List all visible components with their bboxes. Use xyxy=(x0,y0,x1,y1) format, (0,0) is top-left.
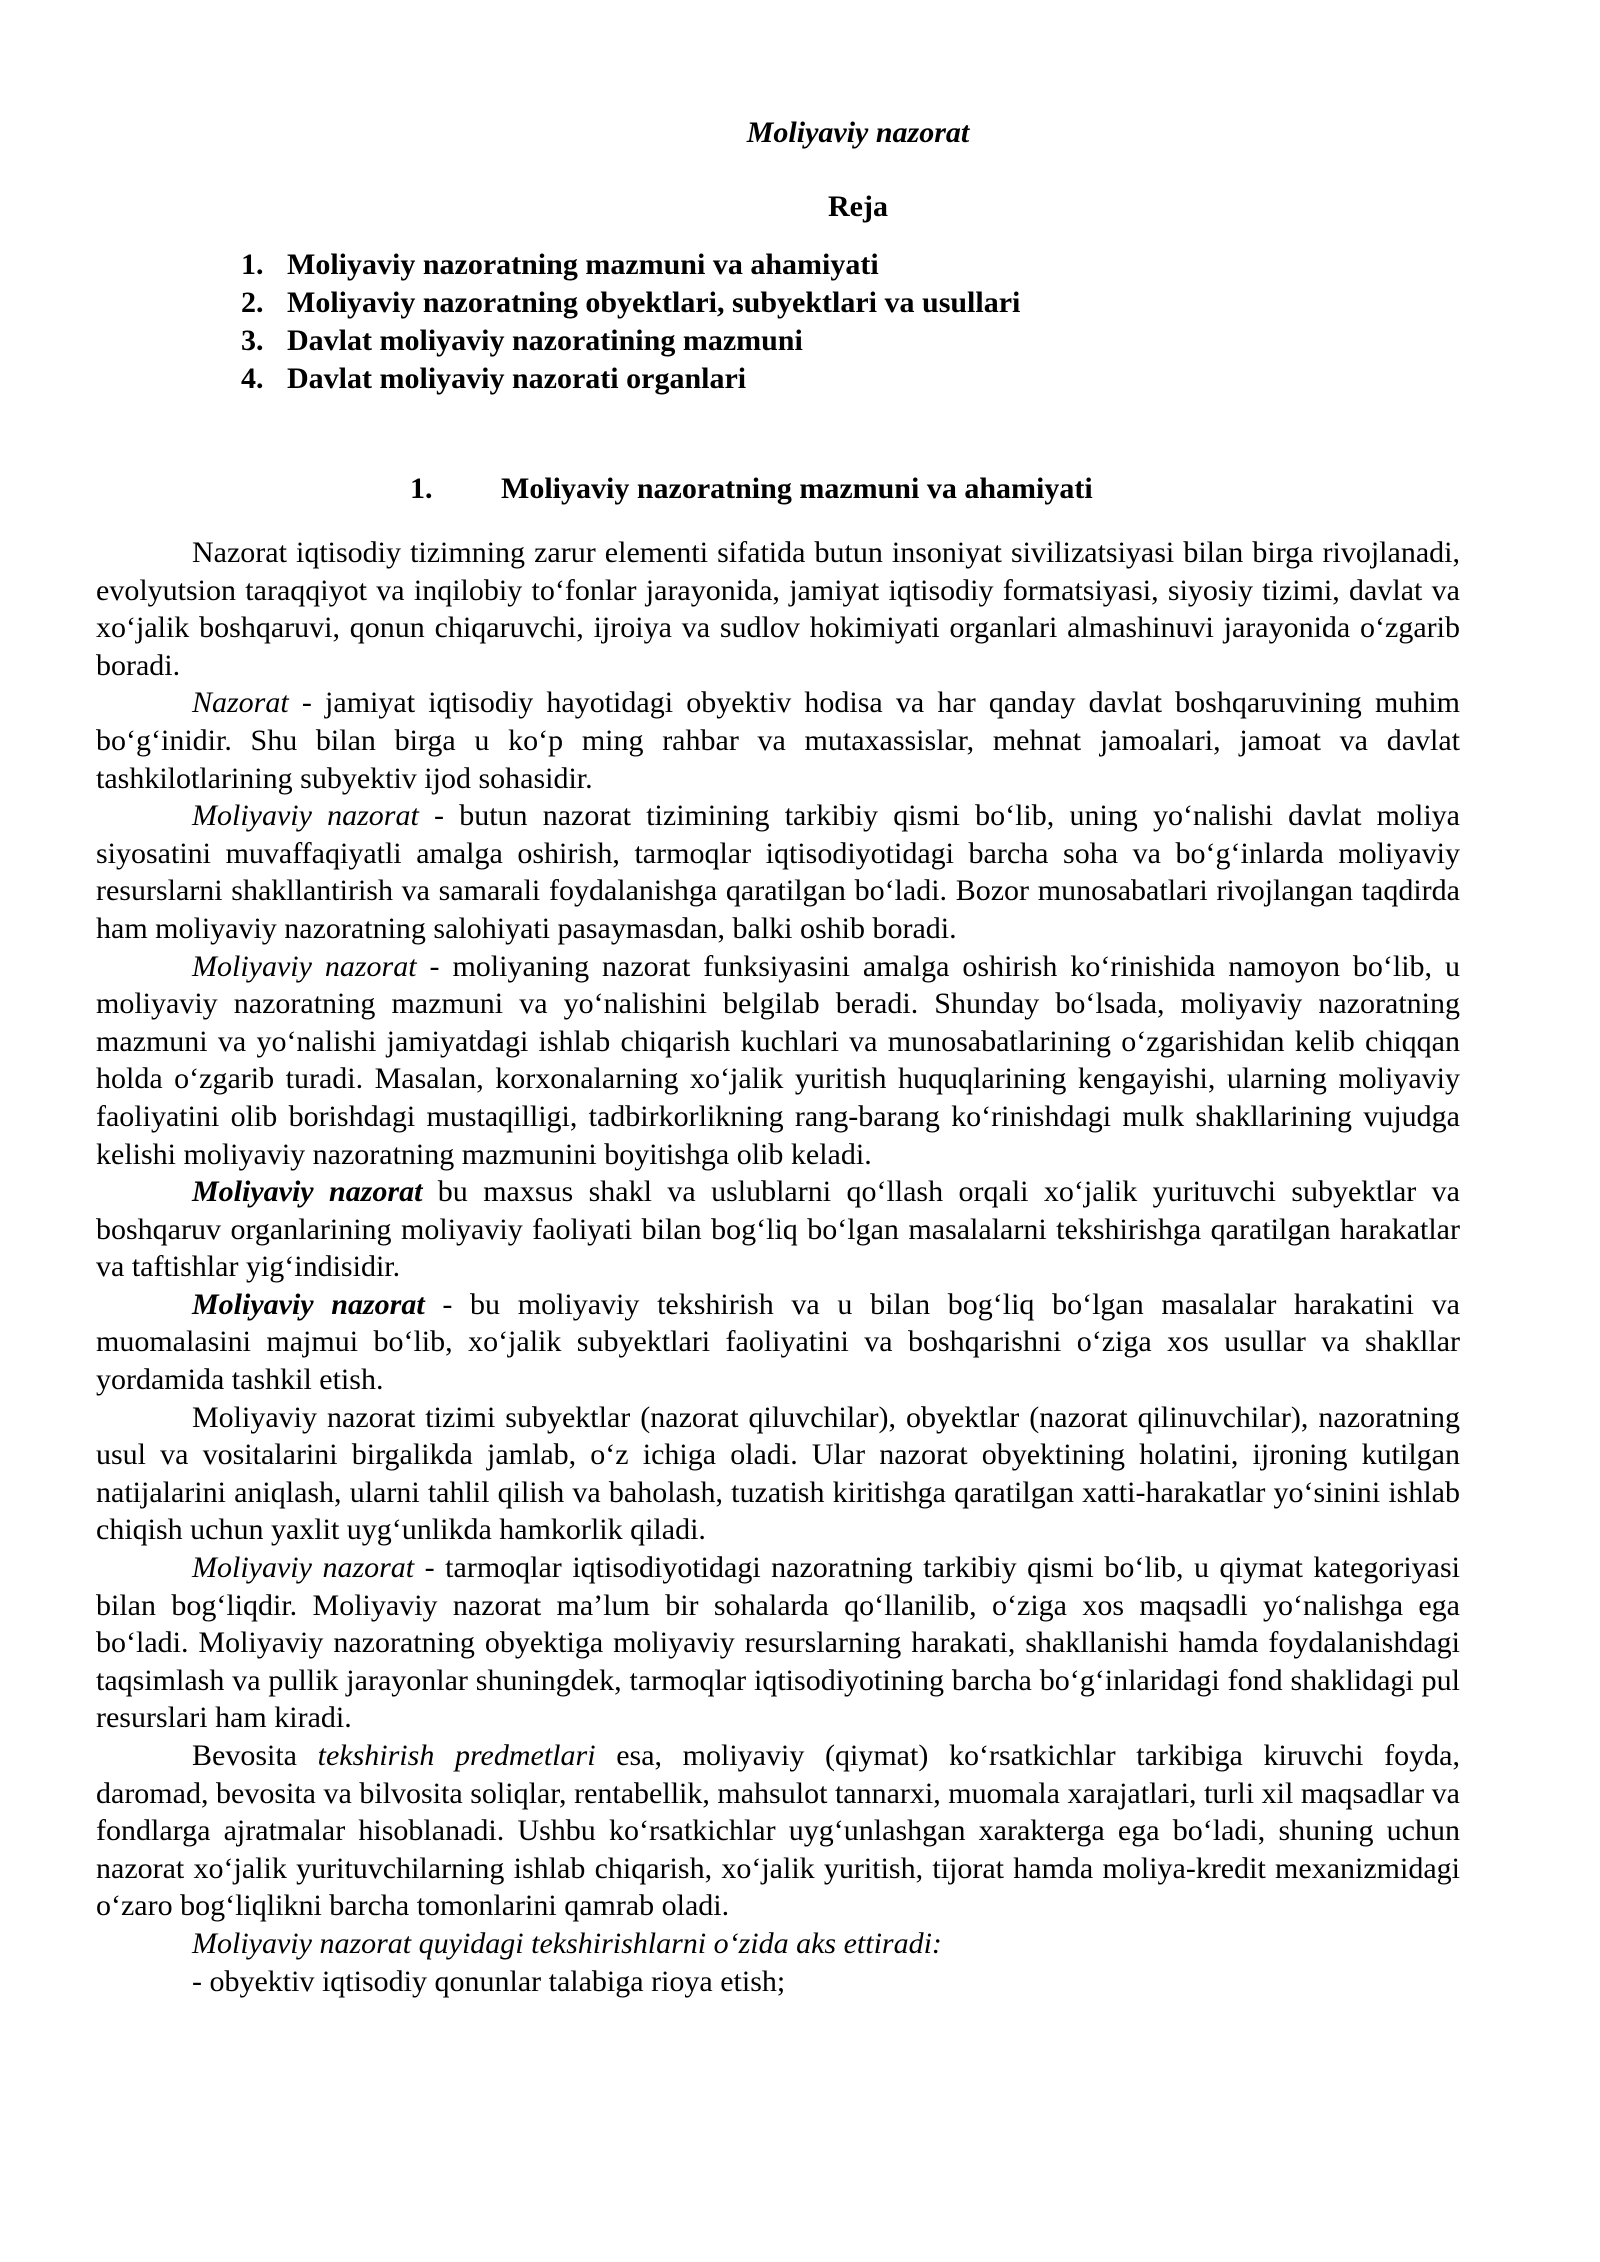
paragraph-text: - tarmoqlar iqtisodiyotidagi nazoratning tarkibiy qismi bo‘lib, u qiymat kategoriyasi bilan bog‘liqdir. Moliyaviy nazorat ma’lum bir sohalarda qo‘llanilib, o‘ziga xos maqsadli yo‘nalishga ega bo‘ladi. Moliyaviy nazoratning obyektiga moliyaviy resurslarning harakati, shakllanishi hamda foydalanishdagi taqsimlash va pullik jarayonlar shuningdek, tarmoqlar iqtisodiyotining barcha bo‘g‘inlaridagi fond shaklidagi pul resurslari ham kiradi. xyxy=(96,1551,1460,1735)
plan-item-text: Moliyaviy nazoratning obyektlari, subyektlari va usullari xyxy=(287,286,1021,319)
paragraph-term: Moliyaviy nazorat xyxy=(192,949,417,983)
paragraph-prefix: Bevosita xyxy=(192,1739,318,1772)
section-body xyxy=(96,534,1460,2000)
document-page xyxy=(96,100,1460,2000)
plan-item xyxy=(241,322,1460,360)
paragraph-term: tekshirish predmetlari xyxy=(317,1739,596,1772)
document-title: Moliyaviy nazorat xyxy=(746,116,970,149)
paragraph-term: Moliyaviy nazorat xyxy=(192,1551,415,1585)
section-number: 1. xyxy=(410,472,433,505)
section-title: Moliyaviy nazoratning mazmuni va ahamiyati xyxy=(501,472,1093,505)
paragraph-text: - moliyaning nazorat funksiyasini amalga oshirish ko‘rinishida namoyon bo‘lib, u moliyaviy nazoratning mazmuni va yo‘nalishini belgilab beradi. Shunday bo‘lsada, moliyaviy nazoratning mazmuni va yo‘nalishi jamiyatdagi ishlab chiqarish kuchlari va munosabatlarining o‘zgarishidan kelib chiqqan holda o‘zgarib turadi. Masalan, korxonalarning xo‘jalik yuritish huquqlarining kengayishi, ularning moliyaviy faoliyatini olib borishdagi mustaqilligi, tadbirkorlikning rang-barang ko‘rinishdagi mulk shakllarining vujudga kelishi moliyaviy nazoratning mazmunini boyitishga olib keladi. xyxy=(96,949,1460,1171)
plan-item-text: Moliyaviy nazoratning mazmuni va ahamiyati xyxy=(287,248,879,281)
plan-item-number: 3. xyxy=(241,324,264,357)
paragraph-text: esa, moliyaviy (qiymat) ko‘rsatkichlar tarkibiga kiruvchi foyda, daromad, bevosita va bilvosita soliqlar, rentabellik, mahsulot tannarxi, muomala xarajatlari, turli xil maqsadlar va fondlarga ajratmalar hisoblanadi. Ushbu ko‘rsatkichlar uyg‘unlashgan xarakterga ega bo‘ladi, shuning uchun nazorat xo‘jalik yurituvchilarning ishlab chiqarish, xo‘jalik yuritish, tijorat hamda moliya-kredit mexanizmidagi o‘zaro bog‘liqlikni barcha tomonlarini qamrab oladi. xyxy=(96,1739,1460,1923)
paragraph-text: - obyektiv iqtisodiy qonunlar talabiga rioya etish; xyxy=(192,1964,786,1998)
paragraph-term: Moliyaviy nazorat xyxy=(192,799,419,833)
plan-item-number: 4. xyxy=(241,362,264,395)
paragraph xyxy=(96,1963,1460,2001)
paragraph-text: - bu moliyaviy tekshirish va u bilan bog‘liq bo‘lgan masalalar harakatini va muomalasini majmui bo‘lib, xo‘jalik subyektlari faoliyatini va boshqarishni o‘ziga xos usullar va shakllar yordamida tashkil etish. xyxy=(96,1287,1460,1397)
section-heading xyxy=(410,470,1460,508)
paragraph xyxy=(96,1173,1460,1286)
paragraph-text: bu maxsus shakl va uslublarni qo‘llash orqali xo‘jalik yurituvchi subyektlar va boshqaruv organlarining moliyaviy faoliyati bilan bog‘liq bo‘lgan masalalarni tekshirishga qaratilgan harakatlar va taftishlar yig‘indisidir. xyxy=(96,1175,1461,1284)
paragraph xyxy=(96,948,1460,1174)
paragraph-text: Moliyaviy nazorat quyidagi tekshirishlarni o‘zida aks ettiradi: xyxy=(192,1926,942,1960)
plan-item-number: 1. xyxy=(241,248,264,281)
plan-item xyxy=(241,246,1460,284)
plan-item-text: Davlat moliyaviy nazorati organlari xyxy=(287,362,747,395)
paragraph-text: - butun nazorat tizimining tarkibiy qismi bo‘lib, uning yo‘nalishi davlat moliya siyosatini muvaffaqiyatli amalga oshirish, tarmoqlar iqtisodiyotidagi barcha soha va bo‘g‘inlarda moliyaviy resurslarni shakllantirish va samarali foydalanishga qaratilgan bo‘ladi. Bozor munosabatlari rivojlangan taqdirda ham moliyaviy nazoratning salohiyati pasaymasdan, balki oshib boradi. xyxy=(96,799,1460,945)
plan-item xyxy=(241,284,1460,322)
paragraph xyxy=(96,1286,1460,1399)
plan-item-text: Davlat moliyaviy nazoratining mazmuni xyxy=(287,324,803,357)
paragraph-term: Nazorat xyxy=(192,686,289,720)
paragraph-term: Moliyaviy nazorat xyxy=(192,1175,423,1209)
paragraph-text: - jamiyat iqtisodiy hayotidagi obyektiv hodisa va har qanday davlat boshqaruvining muhim bo‘g‘inidir. Shu bilan birga u ko‘p ming rahbar va mutaxassislar, mehnat jamoalari, jamoat va davlat tashkilotlarining subyektiv ijod sohasidir. xyxy=(96,686,1460,795)
paragraph xyxy=(96,534,1460,684)
plan-heading: Reja xyxy=(828,190,888,223)
paragraph-term: Moliyaviy nazorat xyxy=(192,1287,425,1321)
plan-list xyxy=(241,246,1460,398)
paragraph xyxy=(96,1399,1460,1549)
plan-item-number: 2. xyxy=(241,286,264,319)
paragraph xyxy=(96,684,1460,797)
paragraph xyxy=(96,1737,1460,1925)
paragraph xyxy=(96,797,1460,947)
plan-item xyxy=(241,360,1460,398)
paragraph xyxy=(96,1925,1460,1963)
paragraph-text: Nazorat iqtisodiy tizimning zarur elementi sifatida butun insoniyat sivilizatsiyasi bilan birga rivojlanadi, evolyutsion taraqqiyot va inqilobiy to‘fonlar jarayonida, jamiyat iqtisodiy formatsiyasi, siyosiy tizimi, davlat va xo‘jalik boshqaruvi, qonun chiqaruvchi, ijroiya va sudlov hokimiyati organlari almashinuvi jarayonida o‘zgarib boradi. xyxy=(96,536,1460,682)
paragraph xyxy=(96,1549,1460,1737)
paragraph-text: Moliyaviy nazorat tizimi subyektlar (nazorat qiluvchilar), obyektlar (nazorat qilinuvchilar), nazoratning usul va vositalarini birgalikda jamlab, o‘z ichiga oladi. Ular nazorat obyektining holatini, ijroning kutilgan natijalarini aniqlash, ularni tahlil qilish va baholash, tuzatish kiritishga qaratilgan xatti-harakatlar yo‘sinini ishlab chiqish uchun yaxlit uyg‘unlikda hamkorlik qiladi. xyxy=(96,1400,1460,1547)
